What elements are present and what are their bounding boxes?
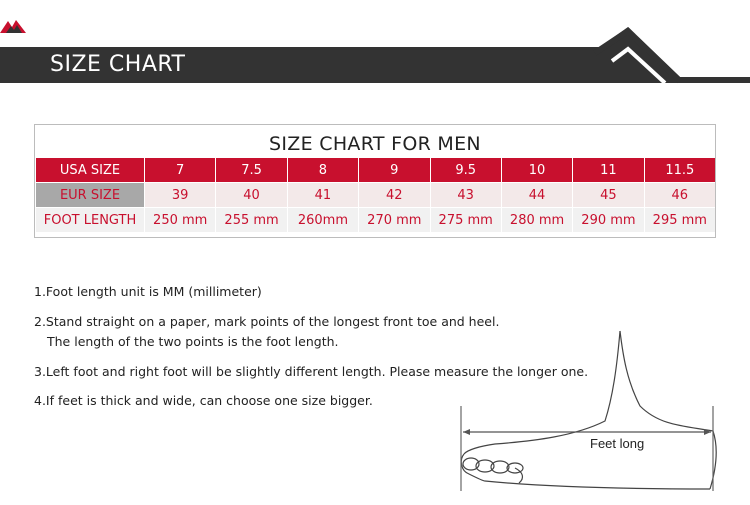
- header-banner: [0, 47, 750, 83]
- table-row-eur: [36, 183, 715, 207]
- note-1: 1.Foot length unit is MM (millimeter): [34, 284, 262, 299]
- foot-outline-diagram: [455, 326, 720, 496]
- row-label-eur: EUR SIZE: [36, 183, 144, 207]
- usa-cell: 11.5: [645, 158, 715, 182]
- row-label-usa: USA SIZE: [36, 158, 144, 182]
- foot-length-cell: 280 mm: [502, 208, 572, 232]
- eur-cell: 40: [216, 183, 286, 207]
- size-table: [35, 157, 716, 233]
- foot-length-cell: 255 mm: [216, 208, 286, 232]
- table-row-foot-length: [36, 208, 715, 232]
- eur-cell: 41: [288, 183, 358, 207]
- eur-cell: 45: [573, 183, 643, 207]
- eur-cell: 39: [145, 183, 215, 207]
- eur-cell: 44: [502, 183, 572, 207]
- size-table-box: [34, 124, 716, 238]
- foot-length-cell: 260mm: [288, 208, 358, 232]
- eur-cell: 43: [431, 183, 501, 207]
- note-2-continued: The length of the two points is the foot length.: [47, 334, 339, 349]
- usa-cell: 9: [359, 158, 429, 182]
- note-4: 4.If feet is thick and wide, can choose one size bigger.: [34, 393, 373, 408]
- usa-cell: 9.5: [431, 158, 501, 182]
- usa-cell: 8: [288, 158, 358, 182]
- table-title: SIZE CHART FOR MEN: [269, 133, 481, 155]
- usa-cell: 7.5: [216, 158, 286, 182]
- table-row-usa: [36, 158, 715, 182]
- note-2: 2.Stand straight on a paper, mark points of the longest front toe and heel.: [34, 314, 500, 329]
- header-title: SIZE CHART: [50, 52, 186, 77]
- foot-length-cell: 290 mm: [573, 208, 643, 232]
- foot-length-cell: 275 mm: [431, 208, 501, 232]
- foot-length-cell: 250 mm: [145, 208, 215, 232]
- usa-cell: 7: [145, 158, 215, 182]
- foot-length-cell: 270 mm: [359, 208, 429, 232]
- mountain-icon: [0, 17, 26, 33]
- usa-cell: 10: [502, 158, 572, 182]
- usa-cell: 11: [573, 158, 643, 182]
- foot-length-cell: 295 mm: [645, 208, 715, 232]
- eur-cell: 46: [645, 183, 715, 207]
- row-label-foot-length: FOOT LENGTH: [36, 208, 144, 232]
- feet-long-label: Feet long: [590, 436, 645, 451]
- note-3: 3.Left foot and right foot will be slightly different length. Please measure the longer one.: [34, 364, 589, 379]
- eur-cell: 42: [359, 183, 429, 207]
